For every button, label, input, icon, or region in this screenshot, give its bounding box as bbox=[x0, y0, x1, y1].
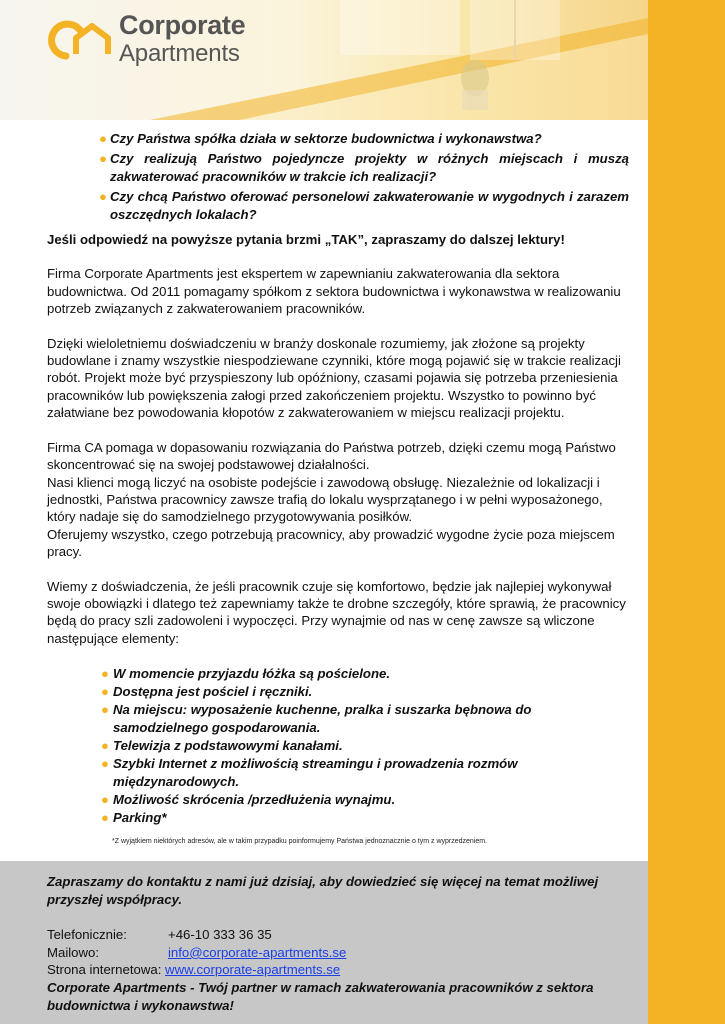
list-item: ● Czy realizują Państwo pojedyncze projekty w różnych miejscach i muszą zakwaterować pracowników w trakcie ich realizacji? bbox=[99, 151, 629, 184]
paragraph-intro: Firma Corporate Apartments jest ekspertem w zapewnianiu zakwaterowania dla sektora budownictwa. Od 2011 pomagamy spółkom z sektora budownictwa i wykonawstwa w realizowaniu potrzeb związanych z zakwaterowaniem pracowników. bbox=[47, 266, 621, 317]
paragraph-offer: Oferujemy wszystko, czego potrzebują pracownicy, aby prowadzić wygodne życie poza miejscem pracy. bbox=[47, 526, 615, 560]
bullet-icon: ● bbox=[101, 756, 109, 772]
list-item: ● Telewizja z podstawowymi kanałami. bbox=[101, 738, 343, 754]
list-item: ● Szybki Internet z możliwością streamingu i prowadzenia rozmów międzynarodowych. bbox=[101, 756, 518, 790]
bullet-icon: ● bbox=[99, 131, 107, 146]
feature-list bbox=[101, 665, 629, 827]
accent-side-bar bbox=[648, 0, 725, 1024]
question-list bbox=[99, 130, 629, 223]
brand-name-line1: Corporate bbox=[119, 10, 246, 40]
bullet-icon: ● bbox=[101, 684, 109, 700]
paragraph-solution: Firma CA pomaga w dopasowaniu rozwiązania do Państwa potrzeb, dzięki czemu mogą Państwo skoncentrować się na swojej podstawowej działalności. bbox=[47, 439, 616, 473]
brand-name-line2: Apartments bbox=[119, 40, 240, 67]
contact-details bbox=[47, 926, 607, 979]
list-item: ● Możliwość skrócenia /przedłużenia wynajmu. bbox=[101, 792, 396, 808]
list-item: ● Czy Państwa spółka działa w sektorze budownictwa i wykonawstwa? bbox=[99, 131, 542, 146]
footnote: *Z wyjątkiem niektórych adresów, ale w takim przypadku poinformujemy Państwa jednoznacznie o tym z wyprzedzeniem. bbox=[112, 838, 488, 846]
header-banner bbox=[0, 0, 648, 120]
paragraph-comfort: Wiemy z doświadczenia, że jeśli pracownik czuje się komfortowo, będzie jak najlepiej wykonywał swoje obowiązki i dlatego też zapewniamy także te drobne szczegóły, które sprawią, że pracownicy będą do pracy szli zadowoleni i wypoczęci. Przy wynajmie od nas w cenę zawsze są wliczone następujące elementy: bbox=[47, 578, 626, 646]
contact-invitation: Zapraszamy do kontaktu z nami już dzisiaj, aby dowiedzieć się więcej na temat możliwej przyszłej współpracy. bbox=[47, 874, 599, 907]
website-label: Strona internetowa: bbox=[47, 962, 162, 978]
tagline: Corporate Apartments - Twój partner w ramach zakwaterowania pracowników z sektora budownictwa i wykonawstwa! bbox=[47, 979, 594, 1013]
contact-footer bbox=[0, 861, 648, 1024]
bullet-icon: ● bbox=[101, 810, 109, 826]
email-link[interactable]: info@corporate-apartments.se bbox=[168, 944, 347, 960]
lead-statement: Jeśli odpowiedź na powyższe pytania brzmi „TAK”, zapraszamy do dalszej lektury! bbox=[47, 232, 565, 248]
bullet-icon: ● bbox=[101, 738, 109, 754]
bullet-icon: ● bbox=[101, 702, 109, 718]
bullet-icon: ● bbox=[101, 666, 109, 682]
phone-label: Telefonicznie: bbox=[47, 927, 127, 943]
bullet-icon: ● bbox=[101, 792, 109, 808]
phone-number: +46-10 333 36 35 bbox=[168, 927, 272, 943]
website-link[interactable]: www.corporate-apartments.se bbox=[165, 962, 341, 978]
mail-label: Mailowo: bbox=[47, 944, 100, 960]
paragraph-experience: Dzięki wieloletniemu doświadczeniu w branży doskonale rozumiemy, jak złożone są projekty budowlane i znamy wszystkie niespodziewane czynniki, które mogą pojawić się w trakcie realizacji robót. Projekt może być przyspieszony lub opóźniony, czasami pojawia się potrzeba przeniesienia pracowników lub powiększenia załogi przed zakończeniem projektu. Wszystko to powinno być załatwiane bez powodowania kłopotów z zakwaterowaniem w miejscu realizacji projektu. bbox=[47, 335, 621, 421]
main-content bbox=[47, 130, 629, 847]
list-item: ● Dostępna jest pościel i ręczniki. bbox=[101, 684, 313, 700]
bullet-icon: ● bbox=[99, 151, 107, 167]
paragraph-clients: Nasi klienci mogą liczyć na osobiste podejście i zawodową obsługę. Niezależnie od lokalizacji i jednostki, Państwa pracownicy zawsze trafią do lokalu wysprzątanego i w pełni wyposażonego, który nadaje się do samodzielnego przygotowywania posiłków. bbox=[47, 474, 603, 525]
list-item: ● W momencie przyjazdu łóżka są pościelone. bbox=[101, 666, 391, 682]
list-item: ● Parking* bbox=[101, 810, 167, 826]
house-logo-icon bbox=[46, 16, 112, 62]
list-item: ● Na miejscu: wyposażenie kuchenne, pralka i suszarka bębnowa do samodzielnego gospodarowania. bbox=[101, 702, 532, 736]
bullet-icon: ● bbox=[99, 189, 107, 205]
list-item: ● Czy chcą Państwo oferować personelowi zakwaterowanie w wygodnych i zarazem oszczędnych lokalach? bbox=[99, 189, 629, 222]
